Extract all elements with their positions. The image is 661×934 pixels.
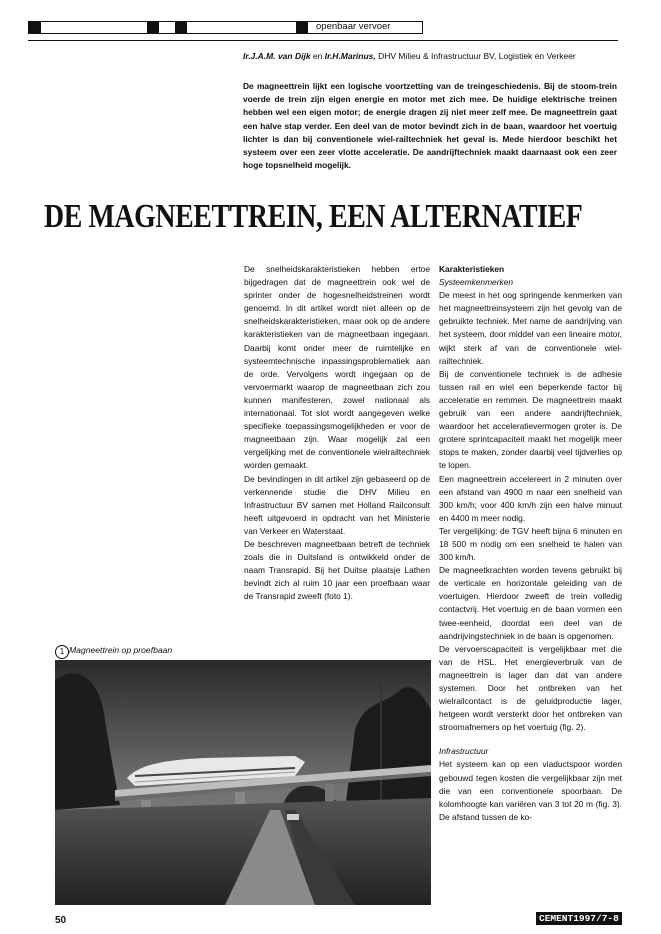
body-paragraph: De snelheidskarakteristieken hebben ertoe bijgedragen dat de magneettrein ook wel de sprinter onder de hogesnelheidstreinen wordt genoemd. In dit artikel wordt niet alleen op de snelheidskarakteristieken, maar ook op de andere karakteristieken van de magneetbaan ingegaan. Daarbij komt onder meer de ruimtelijke en systeemtechnische inpassingsproblematiek aan de orde. Vervolgens wordt ingegaan op de vervoermarkt waarop de magneetbaan zich zou kunnen manifesteren, zowel nationaal als internationaal. Tot slot wordt aangegeven welke specifieke toepassingsmogelijkheden er voor de magneetbaan zijn. Waar mogelijk zal een vergelijking met de conventionele wielrailtechniek worden gemaakt.: [244, 264, 430, 471]
section-label: openbaar vervoer: [316, 21, 391, 32]
figure-caption: [53, 645, 172, 655]
author-connector: en: [310, 51, 325, 61]
journal-badge: CEMENT1997/7-8: [536, 912, 622, 925]
header-marker: [147, 21, 159, 33]
figure-number: 1: [55, 645, 69, 659]
author-1: Ir.J.A.M. van Dijk: [243, 51, 311, 61]
body-paragraph: De meest in het oog springende kenmerken van het magneettreinsysteem zijn het gevolg van de gebruikte techniek. Met name de aandrijving van het systeem, door middel van een lineaire motor, wijkt sterk af van de conventionele wiel-railtechniek.: [439, 290, 622, 366]
photo-maglev-testtrack: [55, 660, 431, 905]
intro-paragraph: De magneettrein lijkt een logische voortzetting van de treingeschiedenis. Bij de stoom-trein voerde de trein zijn eigen energie en motor met zich mee. De huidige elektrische treinen hebben wel een eigen motor; de energie dragen zij niet meer zelf mee. De magneettrein gaat een halve stap verder. Een deel van de motor bevindt zich in de baan, waardoor het voertuig lichter is dan bij conventionele wiel-railtechniek het geval is. Mede hierdoor beschikt het systeem over een zeer vlotte acceleratie. De aandrijftechniek maakt daarnaast ook een zeer hoge topsnelheid mogelijk.: [243, 81, 617, 171]
page-number: 50: [55, 915, 67, 926]
author-2: Ir.H.Marinus,: [324, 51, 376, 61]
body-paragraph: Bij de conventionele techniek is de adhesie tussen rail en wiel een beperkende factor bij acceleratie en remmen. De magneettrein maakt gebruik van een andere aandrijftechniek, waardoor het acceleratievermogen groter is. De grotere sprintcapaciteit maakt het mogelijk meer stops te maken, zonder daarbij veel tijdverlies op te lopen.: [439, 368, 622, 471]
header-marker: [29, 21, 41, 33]
body-paragraph: Ter vergelijking: de TGV heeft bijna 6 minuten en 18 500 m nodig om een snelheid te halen van 300 km/h.: [439, 525, 622, 563]
section-heading: Karakteristieken: [439, 264, 505, 274]
column-2: [439, 263, 622, 824]
article-title: DE MAGNEETTREIN, EEN ALTERNATIEF: [44, 198, 583, 235]
body-paragraph: De beschreven magneetbaan betreft de techniek zoals die in Duitsland is ontwikkeld onder de naam Transrapid. Bij het Duitse plaatsje Lathen bevindt zich al ruim 10 jaar een proefbaan waar de Transrapid zweeft (foto 1).: [244, 538, 430, 602]
column-1: [244, 263, 430, 603]
header-marker: [175, 21, 187, 33]
authors-line: [243, 51, 576, 61]
header-rule: [28, 40, 618, 41]
body-paragraph: Een magneettrein accelereert in 2 minuten over een afstand van 4900 m naar een snelheid van 300 km/h; voor 400 km/h zijn een halve minuut en 4400 m meer nodig.: [439, 473, 622, 523]
subsection-heading: Systeemkenmerken: [439, 277, 514, 288]
subsection-heading: Infrastructuur: [439, 746, 489, 757]
author-affiliation: DHV Milieu & Infrastructuur BV, Logistiek en Verkeer: [375, 51, 576, 61]
body-paragraph: Het systeem kan op een viaductspoor worden gebouwd tegen kosten die vergelijkbaar zijn met die van een conventionele spoorbaan. De kolomhoogte kan variëren van 3 tot 20 m (fig. 3). De afstand tussen de ko-: [439, 759, 622, 822]
header-marker: [296, 21, 308, 33]
body-paragraph: De vervoerscapaciteit is vergelijkbaar met die van de HSL. Het energieverbruik van de magneettrein is lager dan dat van andere systemen. Door het ontbreken van het wielrailcontact is de geluidproductie lager, hetgeen wordt versterkt door het ontbreken van stroomafnemers op het voertuig (fig. 2).: [439, 643, 622, 733]
body-paragraph: De bevindingen in dit artikel zijn gebaseerd op de verkennende studie die DHV Milieu en Infrastructuur BV samen met Holland Railconsult heeft uitgevoerd in opdracht van het Ministerie van Verkeer en Waterstaat.: [244, 473, 430, 536]
caption-text: Magneettrein op proefbaan: [69, 645, 173, 655]
body-paragraph: De magneetkrachten worden tevens gebruikt bij de verticale en horizontale geleiding van de voertuigen. Hierdoor zweeft de trein volledig contactvrij. Het voertuig en de baan vormen een twee-eenheid, doordat een deel van de aandrijvingstechniek in de baan is opgenomen.: [439, 565, 622, 641]
